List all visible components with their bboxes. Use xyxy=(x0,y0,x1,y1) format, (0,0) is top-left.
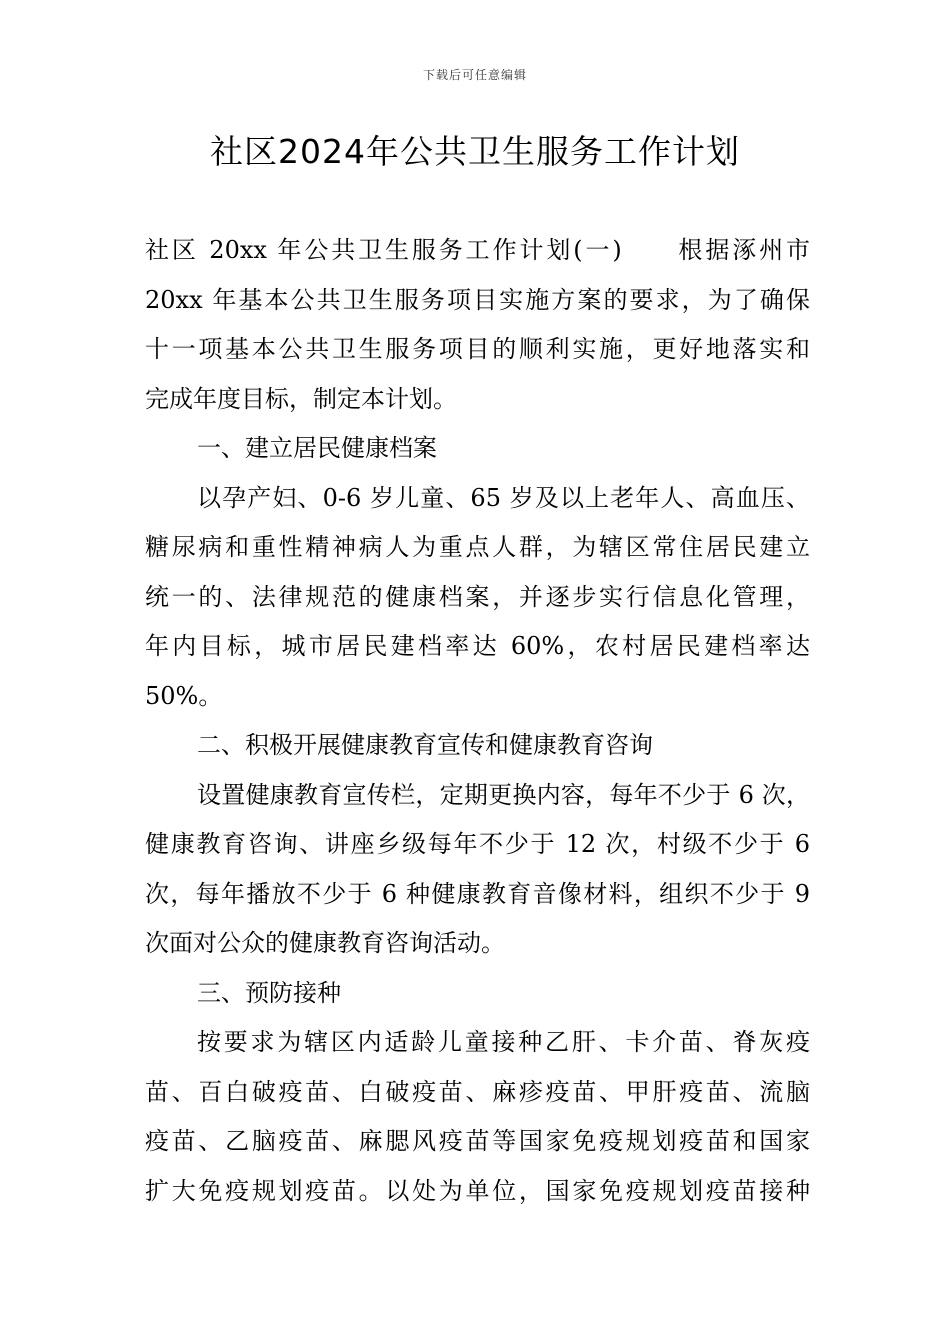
body-line: 一、建立居民健康档案 xyxy=(197,434,437,462)
body-line: 健康教育咨询、讲座乡级每年不少于 12 次，村级不少于 6 xyxy=(145,830,810,858)
body-line: 三、预防接种 xyxy=(197,978,341,1007)
body-line: 50%。 xyxy=(145,681,223,710)
body-line: 苗、百白破疫苗、白破疫苗、麻疹疫苗、甲肝疫苗、流脑 xyxy=(145,1077,810,1106)
body-line: 次，每年播放不少于 6 种健康教育音像材料，组织不少于 9 xyxy=(145,879,810,908)
body-line: 糖尿病和重性精神病人为重点人群，为辖区常住居民建立 xyxy=(145,533,810,561)
body-line: 二、积极开展健康教育宣传和健康教育咨询 xyxy=(197,731,653,759)
body-line: 按要求为辖区内适龄儿童接种乙肝、卡介苗、脊灰疫 xyxy=(197,1028,810,1056)
body-line: 以孕产妇、0-6 岁儿童、65 岁及以上老年人、高血压、 xyxy=(197,483,810,512)
header-note: 下载后可任意编辑 xyxy=(422,68,527,82)
body-line: 完成年度目标，制定本计划。 xyxy=(145,384,457,413)
body-line: 年内目标，城市居民建档率达 60%，农村居民建档率达 xyxy=(145,632,810,660)
body-line: 社区 20xx 年公共卫生服务工作计划(一) 根据涿州市 xyxy=(145,236,810,264)
body-line: 疫苗、乙脑疫苗、麻腮风疫苗等国家免疫规划疫苗和国家 xyxy=(145,1127,810,1155)
body-line: 20xx 年基本公共卫生服务项目实施方案的要求，为了确保 xyxy=(145,285,810,314)
document-title: 社区2024年公共卫生服务工作计划 xyxy=(210,132,740,171)
body-line: 十一项基本公共卫生服务项目的顺利实施，更好地落实和 xyxy=(145,335,810,363)
body-line: 扩大免疫规划疫苗。以处为单位，国家免疫规划疫苗接种 xyxy=(145,1176,810,1205)
body-line: 统一的、法律规范的健康档案，并逐步实行信息化管理， xyxy=(145,582,810,611)
document-body xyxy=(145,226,810,1216)
body-line: 设置健康教育宣传栏，定期更换内容，每年不少于 6 次， xyxy=(197,780,810,809)
body-line: 次面对公众的健康教育咨询活动。 xyxy=(145,929,505,957)
